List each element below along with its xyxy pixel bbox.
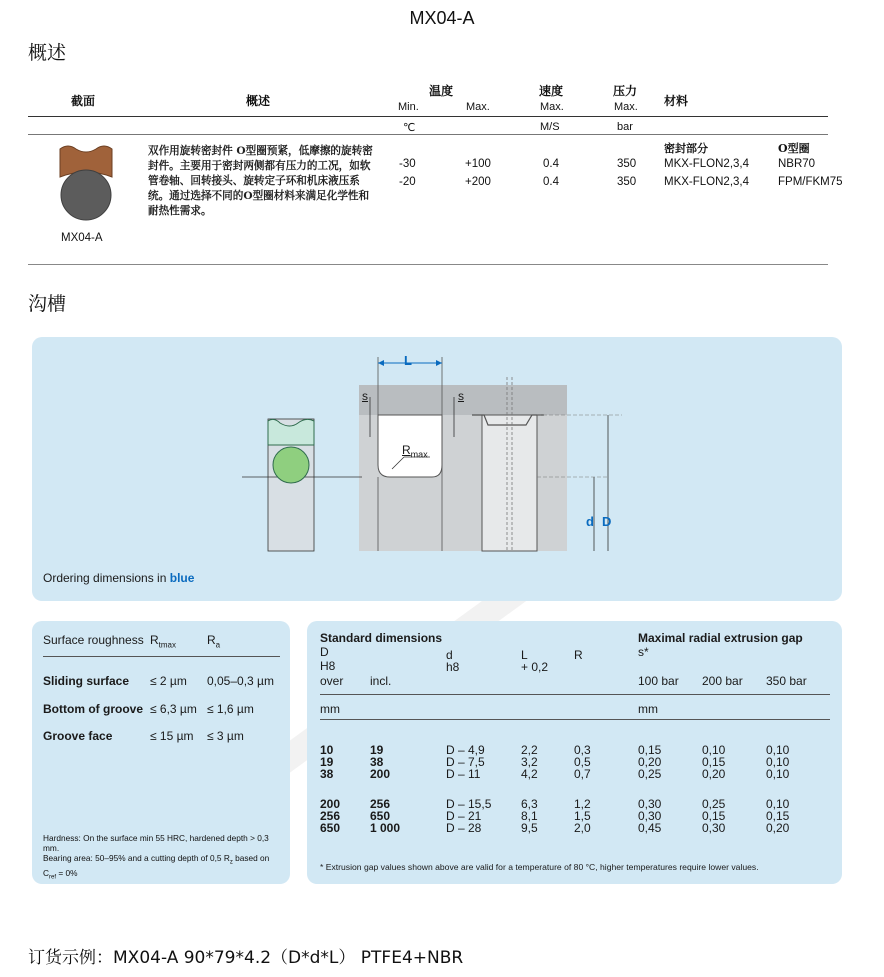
section-heading-groove: 沟槽 xyxy=(28,293,67,315)
subheader-temp-min: Min. xyxy=(398,101,419,113)
col-incl: incl. xyxy=(370,674,392,688)
roughness-row-ra: ≤ 3 µm xyxy=(207,729,244,743)
dim-label-rmax: $R_{max}$ xyxy=(402,443,428,460)
dim-label-s-right: s xyxy=(458,389,464,403)
dim-label-D: D xyxy=(602,514,612,529)
std-cell-d: D – 11 xyxy=(446,767,481,781)
std-cell-g200: 0,20 xyxy=(702,767,726,781)
std-cell-over: 19 xyxy=(320,755,334,769)
row1-speed: 0.4 xyxy=(543,158,559,170)
std-cell-L: 3,2 xyxy=(521,755,538,769)
roughness-row-label: Sliding surface xyxy=(43,674,130,688)
roughness-row-ra: ≤ 1,6 µm xyxy=(207,702,254,716)
unit-mm-gap: mm xyxy=(638,702,658,716)
std-cell-R: 0,5 xyxy=(574,755,591,769)
roughness-row-rtmax: ≤ 2 µm xyxy=(150,674,187,688)
std-cell-over: 38 xyxy=(320,767,334,781)
dim-label-L: L xyxy=(404,353,412,368)
row1-temp-max: +100 xyxy=(465,158,491,170)
header-pressure: 压力 xyxy=(613,84,638,98)
std-cell-g350: 0,20 xyxy=(766,821,790,835)
std-cell-R: 0,7 xyxy=(574,767,591,781)
unit-pressure: bar xyxy=(617,121,633,133)
std-cell-L: 2,2 xyxy=(521,743,538,757)
seal-profile-icon xyxy=(58,143,114,229)
product-label: MX04-A xyxy=(61,232,103,244)
std-cell-L: 8,1 xyxy=(521,809,538,823)
table-unit-rule xyxy=(28,134,828,135)
col-h8: h8 xyxy=(446,660,460,674)
roughness-col-rtmax: $R_{tmax}$ xyxy=(150,633,177,650)
row2-temp-min: -20 xyxy=(399,176,416,188)
std-cell-R: 0,3 xyxy=(574,743,591,757)
std-cell-g350: 0,10 xyxy=(766,743,790,757)
roughness-row-rtmax: ≤ 6,3 µm xyxy=(150,702,197,716)
standard-title: Standard dimensions xyxy=(320,631,443,645)
ordering-note: Ordering dimensions in blue xyxy=(43,571,195,585)
unit-speed: M/S xyxy=(540,121,560,133)
page-title: MX04-A xyxy=(409,8,475,28)
std-cell-R: 2,0 xyxy=(574,821,591,835)
std-cell-g100: 0,15 xyxy=(638,743,662,757)
std-cell-over: 650 xyxy=(320,821,341,835)
subheader-speed-max: Max. xyxy=(540,101,564,113)
std-cell-g100: 0,25 xyxy=(638,767,662,781)
std-cell-g200: 0,15 xyxy=(702,755,726,769)
header-overview: 概述 xyxy=(246,94,271,108)
std-cell-g100: 0,20 xyxy=(638,755,662,769)
std-cell-g350: 0,10 xyxy=(766,755,790,769)
order-example: 订货示例：MX04-A 90*79*4.2（D*d*L） PTFE4+NBR xyxy=(28,948,464,968)
std-cell-g350: 0,15 xyxy=(766,809,790,823)
row1-seal-material: MKX-FLON2,3,4 xyxy=(664,158,749,170)
groove-diagram xyxy=(32,337,842,601)
row2-oring-material: FPM/FKM75 xyxy=(778,176,843,188)
row2-temp-max: +200 xyxy=(465,176,491,188)
std-cell-g200: 0,30 xyxy=(702,821,726,835)
std-cell-g100: 0,30 xyxy=(638,797,662,811)
row2-seal-material: MKX-FLON2,3,4 xyxy=(664,176,749,188)
col-350bar: 350 bar xyxy=(766,674,807,688)
subheader-temp-max: Max. xyxy=(466,101,490,113)
std-cell-d: D – 4,9 xyxy=(446,743,485,757)
row2-speed: 0.4 xyxy=(543,176,559,188)
std-cell-d: D – 15,5 xyxy=(446,797,492,811)
col-d: d xyxy=(446,648,453,662)
std-cell-d: D – 28 xyxy=(446,821,482,835)
roughness-row-label: Groove face xyxy=(43,729,113,743)
header-material: 材料 xyxy=(664,94,689,108)
material-oring-header: O型圈 xyxy=(778,142,810,155)
col-L: L xyxy=(521,648,528,662)
roughness-title: Surface roughness xyxy=(43,633,144,647)
col-L-tol: + 0,2 xyxy=(521,660,549,674)
std-cell-g100: 0,45 xyxy=(638,821,662,835)
roughness-notes: Hardness: On the surface min 55 HRC, hardened depth > 0,3 mm. Bearing area: 50–95% and a cutting depth of 0,5 $R_z$ based on $C_{ref} = 0\%$ xyxy=(43,833,270,881)
standard-rule-2 xyxy=(320,719,830,720)
roughness-row-label: Bottom of groove xyxy=(43,702,143,716)
roughness-col-ra: $R_a$ xyxy=(207,633,221,650)
header-temperature: 温度 xyxy=(429,84,454,98)
std-cell-g200: 0,10 xyxy=(702,743,726,757)
row1-temp-min: -30 xyxy=(399,158,416,170)
unit-mm: mm xyxy=(320,702,340,716)
std-cell-over: 256 xyxy=(320,809,341,823)
std-cell-incl: 38 xyxy=(370,755,384,769)
table-header-rule xyxy=(28,116,828,117)
std-cell-d: D – 21 xyxy=(446,809,482,823)
unit-temperature: ℃ xyxy=(403,122,416,134)
std-cell-incl: 19 xyxy=(370,743,384,757)
dim-label-s-left: s xyxy=(362,389,368,403)
std-cell-R: 1,2 xyxy=(574,797,591,811)
standard-rule-1 xyxy=(320,694,830,695)
header-section: 截面 xyxy=(71,94,96,108)
std-cell-d: D – 7,5 xyxy=(446,755,485,769)
col-200bar: 200 bar xyxy=(702,674,743,688)
std-cell-L: 9,5 xyxy=(521,821,538,835)
std-cell-g350: 0,10 xyxy=(766,797,790,811)
col-100bar: 100 bar xyxy=(638,674,679,688)
std-cell-g200: 0,25 xyxy=(702,797,726,811)
row2-pressure: 350 xyxy=(617,176,637,188)
std-cell-L: 4,2 xyxy=(521,767,538,781)
std-cell-incl: 200 xyxy=(370,767,391,781)
row1-oring-material: NBR70 xyxy=(778,158,816,170)
std-cell-over: 200 xyxy=(320,797,341,811)
std-cell-g100: 0,30 xyxy=(638,809,662,823)
std-cell-incl: 256 xyxy=(370,797,391,811)
col-over: over xyxy=(320,674,344,688)
std-cell-incl: 650 xyxy=(370,809,391,823)
row1-pressure: 350 xyxy=(617,158,637,170)
std-cell-g200: 0,15 xyxy=(702,809,726,823)
standard-footnote: * Extrusion gap values shown above are valid for a temperature of 80 °C, higher temperatures require lower values. xyxy=(320,862,759,872)
std-cell-L: 6,3 xyxy=(521,797,538,811)
std-cell-g350: 0,10 xyxy=(766,767,790,781)
roughness-row-rtmax: ≤ 15 µm xyxy=(150,729,194,743)
col-R: R xyxy=(574,648,583,662)
col-D: D xyxy=(320,645,329,659)
std-cell-incl: 1 000 xyxy=(370,821,401,835)
table-bottom-rule xyxy=(28,264,828,265)
product-description: 双作用旋转密封件 O型圈预紧，低摩擦的旋转密封件。主要用于密封两侧都有压力的工况，如软管卷轴、回转接头、旋转定子环和机床液压系统。通过选择不同的O型圈材料来满足化学性和耐热性需求。 xyxy=(148,145,373,217)
section-heading-overview: 概述 xyxy=(28,42,67,64)
std-cell-R: 1,5 xyxy=(574,809,591,823)
subheader-pressure-max: Max. xyxy=(614,101,638,113)
col-s: s* xyxy=(638,645,649,659)
material-seal-header: 密封部分 xyxy=(664,142,708,155)
gap-title: Maximal radial extrusion gap xyxy=(638,631,803,645)
std-cell-over: 10 xyxy=(320,743,334,757)
roughness-rule xyxy=(43,656,280,657)
header-speed: 速度 xyxy=(539,84,564,98)
roughness-row-ra: 0,05–0,3 µm xyxy=(207,674,274,688)
col-H8: H8 xyxy=(320,659,336,673)
dim-label-d: d xyxy=(586,514,594,529)
